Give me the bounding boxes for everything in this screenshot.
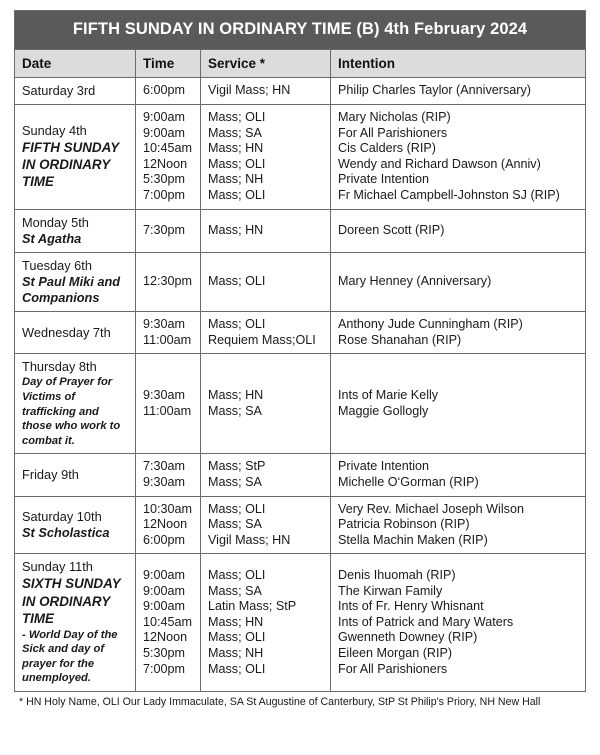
service-value: Mass; SA [208,125,262,140]
time-value: 9:00am [143,110,186,124]
service-value: Mass; OLI [208,630,266,645]
cell-service [201,496,331,554]
date-main-label: Thursday 8th [22,359,97,375]
service-value: Vigil Mass; HN [208,83,291,98]
cell-intention [331,78,586,105]
intention-value: Private Intention [338,172,430,187]
intention-value: For All Parishioners [338,125,448,140]
time-value: 9:30am [143,317,186,332]
column-header-row [15,50,586,78]
intention-value: Doreen Scott (RIP) [338,222,445,237]
intention-value: Philip Charles Taylor (Anniversary) [338,83,531,98]
time-value: 7:30am [143,459,186,474]
intention-value: Fr Michael Campbell-Johnston SJ (RIP) [338,187,560,202]
time-value: 10:30am [143,501,193,516]
service-value: Mass; NH [208,645,264,660]
service-value: Mass; OLI [208,110,266,124]
date-main-label: Tuesday 6th [22,257,92,273]
service-value: Mass; OLI [208,156,266,171]
date-feast-label: St Paul Miki and Companions [22,273,121,305]
intention-value: Very Rev. Michael Joseph Wilson [338,501,524,516]
cell-date [15,78,136,105]
cell-date [15,496,136,554]
service-value: Mass; HN [208,614,264,629]
service-value: Mass; OLI [208,274,266,289]
date-feast-note: - World Day of the Sick and day of prayer for the unemployed. [22,628,118,685]
intention-value: Ints of Patrick and Mary Waters [338,614,514,629]
intention-value: Anthony Jude Cunningham (RIP) [338,317,523,332]
intention-value: Michelle O‘Gorman (RIP) [338,474,479,489]
cell-intention [331,554,586,692]
table-row [15,354,586,454]
date-feast-label: SIXTH SUNDAY IN ORDINARY TIME [22,576,121,627]
cell-date [15,209,136,252]
service-value: Vigil Mass; HN [208,532,291,547]
cell-time [136,312,201,354]
intention-value: Rose Shanahan (RIP) [338,332,462,347]
cell-intention [331,454,586,496]
service-value: Requiem Mass;OLI [208,332,316,347]
venue-abbreviations-footnote: * HN Holy Name, OLI Our Lady Immaculate, SA St Augustine of Canterbury, StP St Philip's Priory, NH New Hall [19,695,541,708]
time-value: 9:00am [143,599,186,614]
date-main-label: Wednesday 7th [22,324,111,340]
time-value: 9:30am [143,388,186,403]
cell-date [15,354,136,454]
intention-value: For All Parishioners [338,661,448,676]
time-value: 5:30pm [143,172,186,187]
service-value: Mass; OLI [208,187,266,202]
table-row [15,496,586,554]
service-value: Mass; OLI [208,568,266,583]
service-value: Mass; SA [208,517,262,532]
date-main-label: Friday 9th [22,466,79,482]
date-feast-label: St Scholastica [22,524,110,540]
service-value: Mass; SA [208,583,262,598]
intention-value: Denis Ihuomah (RIP) [338,568,456,583]
time-value: 12:30pm [143,274,193,289]
cell-date [15,312,136,354]
time-value: 5:30pm [143,645,186,660]
time-value: 11:00am [143,403,192,418]
service-value: Mass; OLI [208,661,266,676]
cell-intention [331,496,586,554]
time-value: 7:00pm [143,661,186,676]
service-value: Mass; StP [208,459,266,474]
table-row [15,252,586,311]
time-value: 12Noon [143,156,188,171]
cell-service [201,354,331,454]
page-title: FIFTH SUNDAY IN ORDINARY TIME (B) 4th February 2024 [15,11,586,50]
cell-time [136,209,201,252]
date-main-label: Sunday 11th [22,559,93,575]
cell-service [201,554,331,692]
column-header-date: Date [15,50,136,78]
cell-intention [331,354,586,454]
time-value: 9:00am [143,568,186,583]
service-value: Latin Mass; StP [208,599,297,614]
cell-service [201,252,331,311]
cell-date [15,252,136,311]
time-value: 12Noon [143,630,188,645]
cell-intention [331,209,586,252]
time-value: 9:30am [143,474,186,489]
cell-date [15,105,136,210]
cell-service [201,209,331,252]
intention-value: Stella Machin Maken (RIP) [338,532,488,547]
cell-time [136,496,201,554]
intention-value: The Kirwan Family [338,583,443,598]
service-value: Mass; OLI [208,501,266,516]
intention-value: Patricia Robinson (RIP) [338,517,470,532]
service-value: Mass; NH [208,172,264,187]
intention-value: Cis Calders (RIP) [338,141,436,156]
table-row [15,105,586,210]
intention-value: Ints of Marie Kelly [338,388,439,403]
date-main-label: Saturday 3rd [22,83,96,98]
time-value: 7:00pm [143,187,186,202]
service-value: Mass; SA [208,403,262,418]
intention-value: Gwenneth Downey (RIP) [338,630,478,645]
cell-time [136,78,201,105]
table-row [15,554,586,692]
time-value: 9:00am [143,125,186,140]
table-row [15,78,586,105]
column-header-time: Time [136,50,201,78]
service-value: Mass; SA [208,474,262,489]
time-value: 11:00am [143,332,192,347]
date-feast-label: St Agatha [22,230,82,246]
service-value: Mass; HN [208,388,264,403]
column-header-intention: Intention [331,50,586,78]
service-value: Mass; HN [208,222,264,237]
cell-service [201,454,331,496]
schedule-title-row [15,11,586,50]
intention-value: Wendy and Richard Dawson (Anniv) [338,156,541,171]
cell-time [136,252,201,311]
date-main-label: Saturday 10th [22,508,102,524]
cell-time [136,454,201,496]
time-value: 6:00pm [143,532,186,547]
intention-value: Mary Henney (Anniversary) [338,274,492,289]
cell-date [15,554,136,692]
time-value: 10:45am [143,614,193,629]
date-feast-label: FIFTH SUNDAY IN ORDINARY TIME [22,139,119,190]
service-value: Mass; OLI [208,317,266,332]
cell-time [136,554,201,692]
time-value: 10:45am [143,141,193,156]
cell-service [201,312,331,354]
time-value: 6:00pm [143,83,186,98]
intention-value: Ints of Fr. Henry Whisnant [338,599,484,614]
cell-intention [331,312,586,354]
table-row [15,209,586,252]
table-row [15,454,586,496]
time-value: 7:30pm [143,222,186,237]
cell-date [15,454,136,496]
cell-time [136,105,201,210]
cell-service [201,78,331,105]
time-value: 9:00am [143,583,186,598]
time-value: 12Noon [143,517,188,532]
date-main-label: Monday 5th [22,214,89,230]
date-main-label: Sunday 4th [22,122,87,138]
cell-time [136,354,201,454]
intention-value: Eileen Morgan (RIP) [338,645,453,660]
date-feast-label: Day of Prayer for Victims of trafficking and those who work to combat it. [22,376,121,447]
intention-value: Private Intention [338,459,430,474]
table-row [15,312,586,354]
intention-value: Mary Nicholas (RIP) [338,110,451,124]
intention-value: Maggie Gollogly [338,403,429,418]
column-header-service: Service * [201,50,331,78]
cell-intention [331,105,586,210]
cell-service [201,105,331,210]
service-value: Mass; HN [208,141,264,156]
cell-intention [331,252,586,311]
mass-schedule-table [14,10,586,692]
schedule-rows [15,78,586,692]
